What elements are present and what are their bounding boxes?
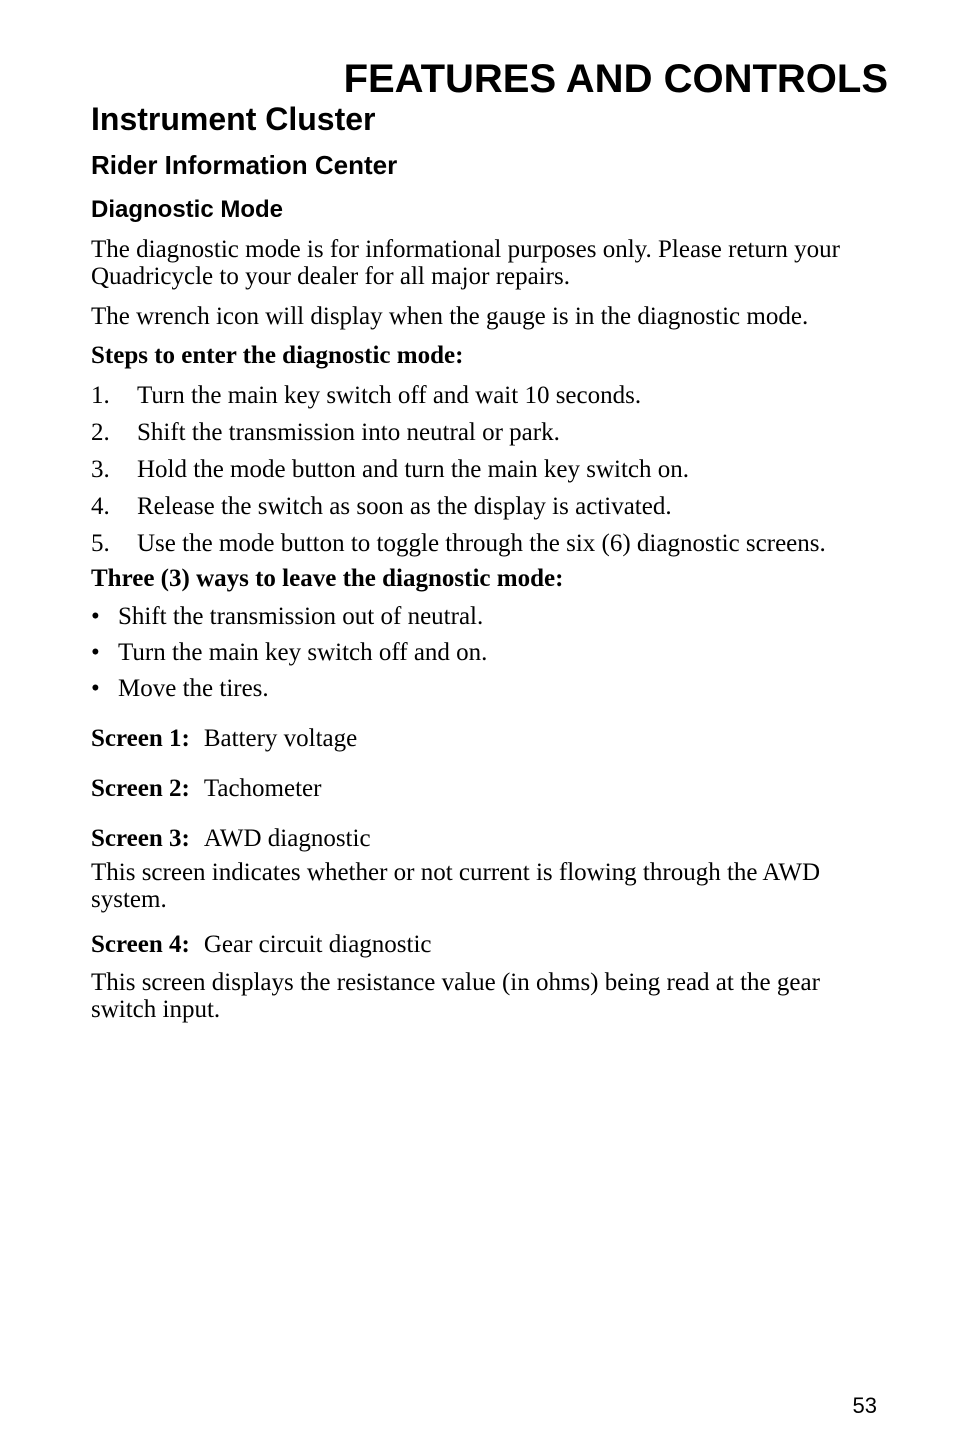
step-number: 4. [91, 493, 110, 520]
screen-3-line [91, 825, 888, 852]
screen-value: AWD diagnostic [203, 825, 371, 852]
step-text: Turn the main key switch off and wait 10 seconds. [137, 382, 642, 409]
screen-value: Gear circuit diagnostic [203, 931, 432, 958]
list-item [91, 382, 888, 409]
step-number: 3. [91, 456, 110, 483]
list-item [91, 639, 888, 666]
screen-4-description: This screen displays the resistance value (in ohms) being read at the gear switch input. [91, 969, 820, 1023]
paragraph-intro: The diagnostic mode is for informational purposes only. Please return your Quadricycle to your dealer for all major repairs. [91, 236, 840, 290]
heading-rider-information-center: Rider Information Center [91, 150, 398, 180]
ways-heading: Three (3) ways to leave the diagnostic mode: [91, 565, 564, 592]
way-text: Move the tires. [118, 675, 269, 702]
step-number: 1. [91, 382, 110, 409]
section-title: FEATURES AND CONTROLS [343, 57, 888, 101]
list-item [91, 603, 888, 630]
screen-4-line [91, 931, 888, 958]
way-text: Turn the main key switch off and on. [118, 639, 488, 666]
step-number: 5. [91, 530, 110, 557]
list-item [91, 530, 888, 557]
way-text: Shift the transmission out of neutral. [118, 603, 484, 630]
screen-1-line [91, 725, 888, 752]
step-text: Release the switch as soon as the display is activated. [137, 493, 672, 520]
list-item [91, 419, 888, 446]
screen-label: Screen 4: [91, 931, 190, 958]
screen-3-description: This screen indicates whether or not current is flowing through the AWD system. [91, 859, 821, 913]
screen-value: Tachometer [203, 775, 322, 802]
bullet-icon: • [91, 675, 100, 702]
page-number: 53 [852, 1393, 877, 1418]
list-item [91, 675, 888, 702]
manual-page [91, 0, 888, 1454]
screen-2-line [91, 775, 888, 802]
bullet-icon: • [91, 639, 100, 666]
list-item [91, 493, 888, 520]
screen-label: Screen 3: [91, 825, 190, 852]
screen-value: Battery voltage [203, 725, 358, 752]
heading-diagnostic-mode: Diagnostic Mode [91, 196, 284, 223]
step-text: Use the mode button to toggle through the six (6) diagnostic screens. [137, 530, 826, 557]
step-text: Hold the mode button and turn the main key switch on. [137, 456, 689, 483]
step-number: 2. [91, 419, 110, 446]
heading-instrument-cluster: Instrument Cluster [91, 101, 376, 137]
screen-label: Screen 1: [91, 725, 190, 752]
ways-list [91, 603, 888, 702]
steps-heading: Steps to enter the diagnostic mode: [91, 342, 464, 369]
body-text [91, 236, 888, 1023]
screen-label: Screen 2: [91, 775, 190, 802]
steps-list [91, 382, 888, 557]
bullet-icon: • [91, 603, 100, 630]
step-text: Shift the transmission into neutral or park. [137, 419, 560, 446]
list-item [91, 456, 888, 483]
paragraph-wrench: The wrench icon will display when the gauge is in the diagnostic mode. [91, 303, 809, 330]
